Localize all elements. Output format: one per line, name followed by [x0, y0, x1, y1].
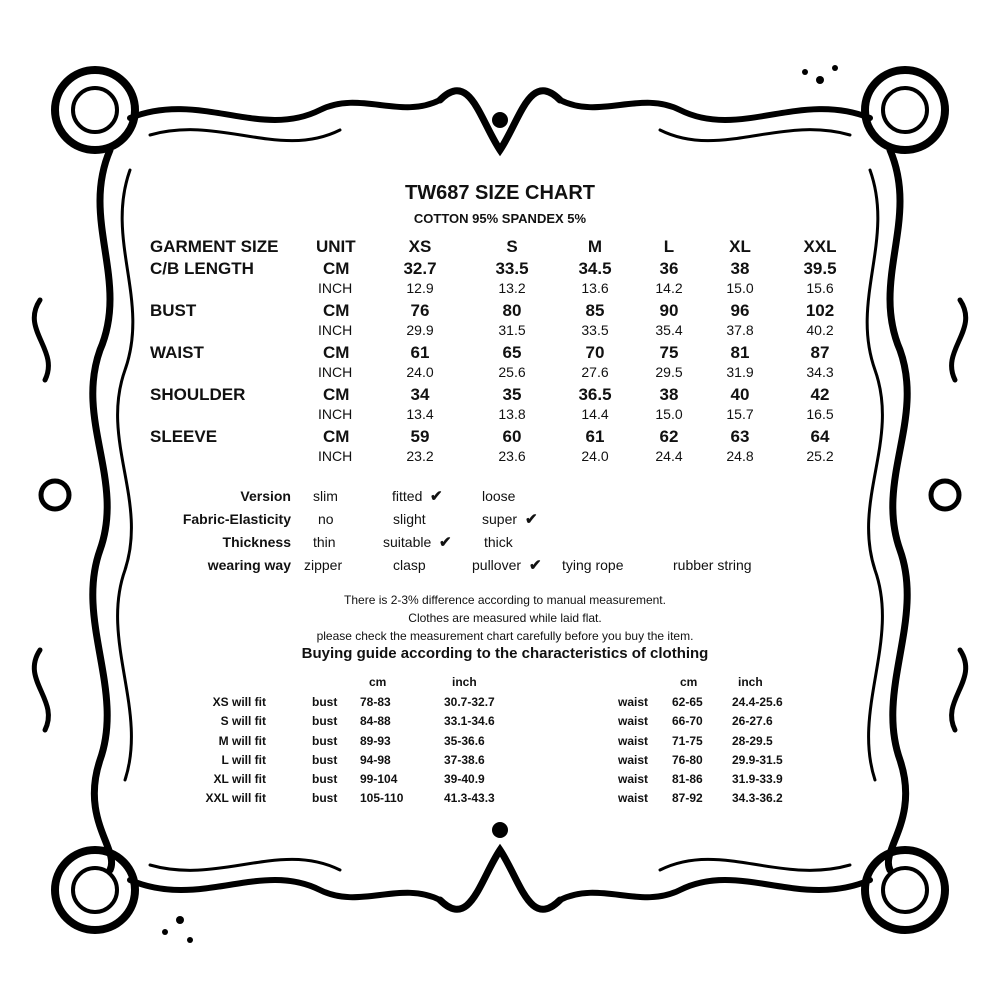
inch-value: 13.4 [406, 406, 434, 422]
inch-value: 27.6 [581, 364, 609, 380]
inch-value: 29.5 [655, 364, 683, 380]
bust-cm: 99-104 [360, 772, 398, 786]
cm-value: 87 [810, 343, 830, 362]
inch-value: 40.2 [806, 322, 834, 338]
cm-value: 81 [730, 343, 750, 362]
bust-inch: 39-40.9 [444, 772, 485, 786]
unit-inch: INCH [318, 406, 353, 422]
cm-value: 33.5 [495, 259, 529, 278]
cm-value: 38 [659, 385, 679, 404]
cm-value: 75 [659, 343, 679, 362]
inch-value: 29.9 [406, 322, 434, 338]
inch-value: 15.7 [726, 406, 754, 422]
inch-value: 24.4 [655, 448, 683, 464]
feature-option: clasp [393, 557, 426, 573]
feature-option: loose [482, 488, 516, 504]
feature-option: slight [393, 511, 426, 527]
waist-inch: 28-29.5 [732, 734, 773, 748]
header-size: XXL [803, 237, 837, 256]
waist-label: waist [618, 695, 649, 709]
inch-value: 13.2 [498, 280, 526, 296]
waist-label: waist [618, 714, 649, 728]
unit-cm: CM [323, 385, 350, 404]
inch-value: 23.2 [406, 448, 434, 464]
inch-value: 31.5 [498, 322, 526, 338]
bust-label: bust [312, 695, 338, 709]
bust-cm: 89-93 [360, 734, 391, 748]
bust-cm: 105-110 [360, 791, 404, 805]
inch-value: 33.5 [581, 322, 609, 338]
cm-value: 61 [410, 343, 430, 362]
guide-col-cm: cm [680, 675, 698, 689]
fit-label: XL will fit [213, 772, 266, 786]
fit-label: M will fit [218, 734, 266, 748]
unit-cm: CM [323, 301, 350, 320]
measure-label: C/B LENGTH [150, 259, 254, 278]
feature-option: pullover [472, 557, 522, 573]
buying-guide-title: Buying guide according to the characteristics of clothing [301, 645, 709, 662]
cm-value: 80 [502, 301, 522, 320]
feature-option: tying rope [562, 557, 624, 573]
cm-value: 102 [805, 301, 835, 320]
inch-value: 25.6 [498, 364, 526, 380]
waist-cm: 76-80 [672, 753, 703, 767]
waist-cm: 62-65 [672, 695, 703, 709]
inch-value: 15.0 [655, 406, 683, 422]
waist-label: waist [618, 791, 649, 805]
feature-option: thick [484, 534, 513, 550]
fit-label: S will fit [220, 714, 266, 728]
waist-inch: 34.3-36.2 [732, 791, 783, 805]
bust-inch: 30.7-32.7 [444, 695, 495, 709]
cm-value: 65 [502, 343, 522, 362]
inch-value: 14.2 [655, 280, 683, 296]
bust-label: bust [312, 772, 338, 786]
unit-inch: INCH [318, 448, 353, 464]
check-icon: ✔ [439, 534, 452, 551]
header-size: XL [729, 237, 751, 256]
bust-label: bust [312, 734, 338, 748]
cm-value: 96 [730, 301, 750, 320]
check-icon: ✔ [525, 511, 538, 528]
inch-value: 13.6 [581, 280, 609, 296]
header-size: XS [408, 237, 432, 256]
inch-value: 37.8 [726, 322, 754, 338]
inch-value: 15.6 [806, 280, 834, 296]
note-line: There is 2-3% difference according to manual measurement. [344, 593, 666, 607]
measure-label: BUST [150, 301, 197, 320]
unit-cm: CM [323, 427, 350, 446]
note-line: Clothes are measured while laid flat. [408, 611, 602, 625]
inch-value: 34.3 [806, 364, 834, 380]
inch-value: 15.0 [726, 280, 754, 296]
waist-cm: 87-92 [672, 791, 703, 805]
waist-inch: 29.9-31.5 [732, 753, 783, 767]
cm-value: 34 [410, 385, 430, 404]
bust-inch: 37-38.6 [444, 753, 485, 767]
waist-label: waist [618, 753, 649, 767]
cm-value: 40 [730, 385, 750, 404]
unit-cm: CM [323, 259, 350, 278]
inch-value: 31.9 [726, 364, 754, 380]
waist-cm: 81-86 [672, 772, 703, 786]
bust-inch: 33.1-34.6 [444, 714, 495, 728]
cm-value: 70 [585, 343, 605, 362]
inch-value: 24.8 [726, 448, 754, 464]
check-icon: ✔ [529, 557, 542, 574]
bust-cm: 84-88 [360, 714, 391, 728]
inch-value: 16.5 [806, 406, 834, 422]
header-size: L [663, 237, 675, 256]
guide-col-cm: cm [369, 675, 387, 689]
cm-value: 42 [810, 385, 830, 404]
inch-value: 25.2 [806, 448, 834, 464]
measure-label: SLEEVE [150, 427, 218, 446]
waist-cm: 66-70 [672, 714, 703, 728]
bust-cm: 78-83 [360, 695, 391, 709]
cm-value: 39.5 [803, 259, 837, 278]
feature-option: fitted [392, 488, 423, 504]
bust-inch: 41.3-43.3 [444, 791, 495, 805]
inch-value: 23.6 [498, 448, 526, 464]
note-line: please check the measurement chart carefully before you buy the item. [316, 629, 694, 643]
bust-label: bust [312, 714, 338, 728]
guide-col-inch: inch [452, 675, 477, 689]
inch-value: 13.8 [498, 406, 526, 422]
feature-option: suitable [383, 534, 432, 550]
feature-option: rubber string [673, 557, 752, 573]
waist-inch: 26-27.6 [732, 714, 773, 728]
unit-inch: INCH [318, 364, 353, 380]
inch-value: 35.4 [655, 322, 683, 338]
header-garment-size: GARMENT SIZE [150, 237, 279, 256]
bust-label: bust [312, 753, 338, 767]
feature-label: Fabric-Elasticity [182, 511, 291, 527]
bust-cm: 94-98 [360, 753, 391, 767]
feature-option: zipper [304, 557, 343, 573]
guide-col-inch: inch [738, 675, 763, 689]
inch-value: 24.0 [406, 364, 434, 380]
waist-label: waist [618, 772, 649, 786]
header-unit: UNIT [316, 237, 356, 256]
unit-inch: INCH [318, 322, 353, 338]
chart-title: TW687 SIZE CHART [404, 182, 596, 204]
feature-option: super [482, 511, 518, 527]
cm-value: 36.5 [578, 385, 612, 404]
cm-value: 60 [502, 427, 522, 446]
fit-label: XXL will fit [205, 791, 266, 805]
cm-value: 63 [730, 427, 750, 446]
unit-cm: CM [323, 343, 350, 362]
cm-value: 59 [410, 427, 430, 446]
feature-label: Version [240, 488, 291, 504]
inch-value: 24.0 [581, 448, 609, 464]
cm-value: 36 [659, 259, 679, 278]
cm-value: 34.5 [578, 259, 612, 278]
cm-value: 90 [659, 301, 679, 320]
waist-cm: 71-75 [672, 734, 703, 748]
feature-option: slim [313, 488, 338, 504]
feature-option: no [318, 511, 334, 527]
cm-value: 32.7 [403, 259, 437, 278]
unit-inch: INCH [318, 280, 353, 296]
feature-option: thin [313, 534, 336, 550]
fit-label: XS will fit [212, 695, 266, 709]
feature-label: wearing way [207, 557, 291, 573]
measure-label: SHOULDER [150, 385, 246, 404]
check-icon: ✔ [430, 488, 443, 505]
cm-value: 38 [730, 259, 750, 278]
cm-value: 35 [502, 385, 522, 404]
cm-value: 85 [585, 301, 605, 320]
header-size: S [506, 237, 518, 256]
inch-value: 12.9 [406, 280, 434, 296]
feature-label: Thickness [222, 534, 291, 550]
fit-label: L will fit [221, 753, 266, 767]
waist-inch: 24.4-25.6 [732, 695, 783, 709]
waist-label: waist [618, 734, 649, 748]
cm-value: 76 [410, 301, 430, 320]
cm-value: 61 [585, 427, 605, 446]
measure-label: WAIST [150, 343, 204, 362]
cm-value: 62 [659, 427, 679, 446]
bust-label: bust [312, 791, 338, 805]
inch-value: 14.4 [581, 406, 609, 422]
chart-subtitle: COTTON 95% SPANDEX 5% [413, 211, 587, 226]
cm-value: 64 [810, 427, 830, 446]
waist-inch: 31.9-33.9 [732, 772, 783, 786]
header-size: M [587, 237, 603, 256]
bust-inch: 35-36.6 [444, 734, 485, 748]
